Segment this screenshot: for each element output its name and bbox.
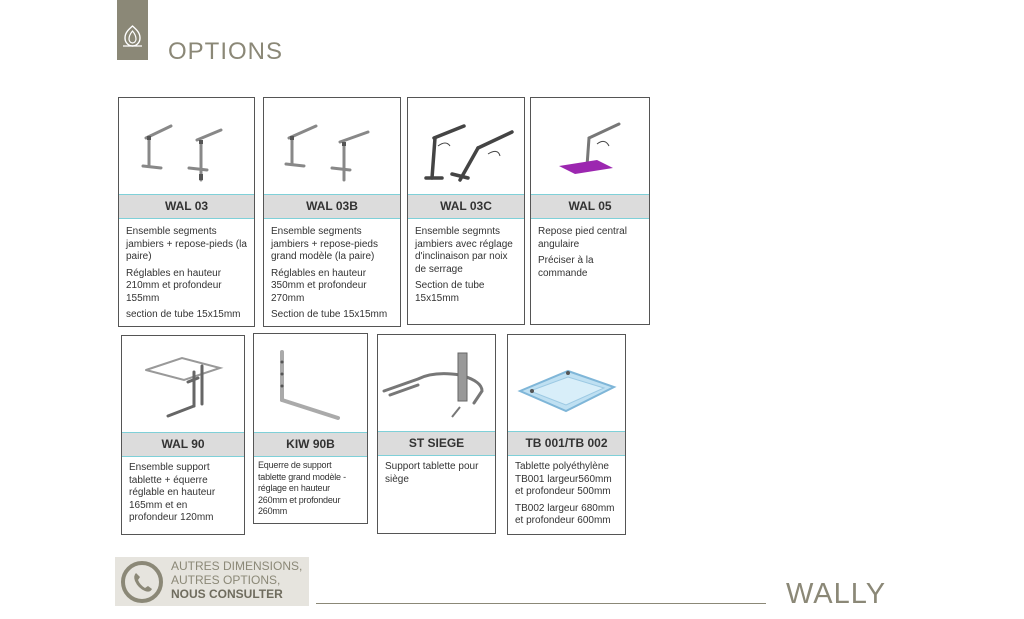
desc-line: Ensemble support tablette + équerre réglable en hauteur 165mm et en profondeur 120mm xyxy=(129,462,216,523)
card-code-label: WAL 03 xyxy=(119,194,254,219)
card-code-label: ST SIEGE xyxy=(378,431,495,456)
desc-line: Section de tube 15x15mm xyxy=(415,280,485,304)
option-card-wal-03c xyxy=(407,97,525,325)
option-card-wal-03b xyxy=(263,97,401,327)
card-description xyxy=(258,460,361,522)
option-card-wal-90 xyxy=(121,335,245,535)
card-description xyxy=(538,226,643,284)
contact-text xyxy=(171,559,302,601)
product-image-wal-03b xyxy=(264,98,400,194)
option-card-tb-001-tb-002 xyxy=(507,334,626,535)
contact-banner xyxy=(115,557,309,606)
desc-line: Préciser à la commande xyxy=(538,255,594,279)
option-card-kiw-90b xyxy=(253,333,368,524)
page-title: OPTIONS xyxy=(168,38,284,65)
desc-line: TB002 largeur 680mm et profondeur 600mm xyxy=(515,502,615,526)
product-image-wal-05 xyxy=(531,98,649,194)
desc-line: Réglables en hauteur 350mm et profondeur 270mm xyxy=(271,267,367,304)
card-description xyxy=(271,226,394,326)
card-code-label: TB 001/TB 002 xyxy=(508,431,625,456)
desc-line: Ensemble segments jambiers + repose-pieds grand modèle (la paire) xyxy=(271,226,378,262)
option-card-wal-03 xyxy=(118,97,255,327)
card-description xyxy=(126,226,248,326)
contact-line-1: AUTRES DIMENSIONS, xyxy=(171,559,303,573)
option-card-st-siege xyxy=(377,334,496,534)
card-description xyxy=(415,226,518,309)
brand-name: WALLY xyxy=(786,578,887,610)
card-code-label: WAL 03C xyxy=(408,194,524,219)
product-image-wal-03c xyxy=(408,98,524,194)
desc-line: Ensemble segments jambiers + repose-pieds (la paire) xyxy=(126,226,247,262)
desc-line: Section de tube 15x15mm xyxy=(271,309,388,320)
card-code-label: WAL 05 xyxy=(531,194,649,219)
card-code-label: KIW 90B xyxy=(254,432,367,457)
product-image-wal-03 xyxy=(119,98,254,194)
product-image-wal-90 xyxy=(122,336,244,432)
desc-line: Réglables en hauteur 210mm et profondeur 155mm xyxy=(126,267,222,304)
logo-emblem-icon xyxy=(120,24,145,48)
desc-line: Repose pied central angulaire xyxy=(538,226,627,250)
option-card-wal-05 xyxy=(530,97,650,325)
contact-line-3: NOUS CONSULTER xyxy=(171,587,283,601)
footer-divider xyxy=(316,603,766,604)
desc-line: Equerre de support tablette grand modèle -réglage en hauteur 260mm et profondeur 260mm xyxy=(258,460,346,516)
desc-line: Support tablette pour siège xyxy=(385,461,479,485)
product-image-tb-001-tb-002 xyxy=(508,335,625,431)
card-code-label: WAL 90 xyxy=(122,432,244,457)
product-image-kiw-90b xyxy=(254,334,367,432)
desc-line: section de tube 15x15mm xyxy=(126,309,241,320)
contact-line-2: AUTRES OPTIONS, xyxy=(171,573,281,587)
brand-logo xyxy=(117,0,148,60)
card-code-label: WAL 03B xyxy=(264,194,400,219)
card-description xyxy=(515,461,619,532)
phone-icon xyxy=(119,560,165,604)
card-description xyxy=(129,462,238,529)
desc-line: Ensemble segmnts jambiers avec réglage d'inclinaison par noix de serrage xyxy=(415,226,513,275)
desc-line: Tablette polyéthylène TB001 largeur560mm et profondeur 500mm xyxy=(515,461,612,497)
product-image-st-siege xyxy=(378,335,495,431)
card-description xyxy=(385,461,489,490)
